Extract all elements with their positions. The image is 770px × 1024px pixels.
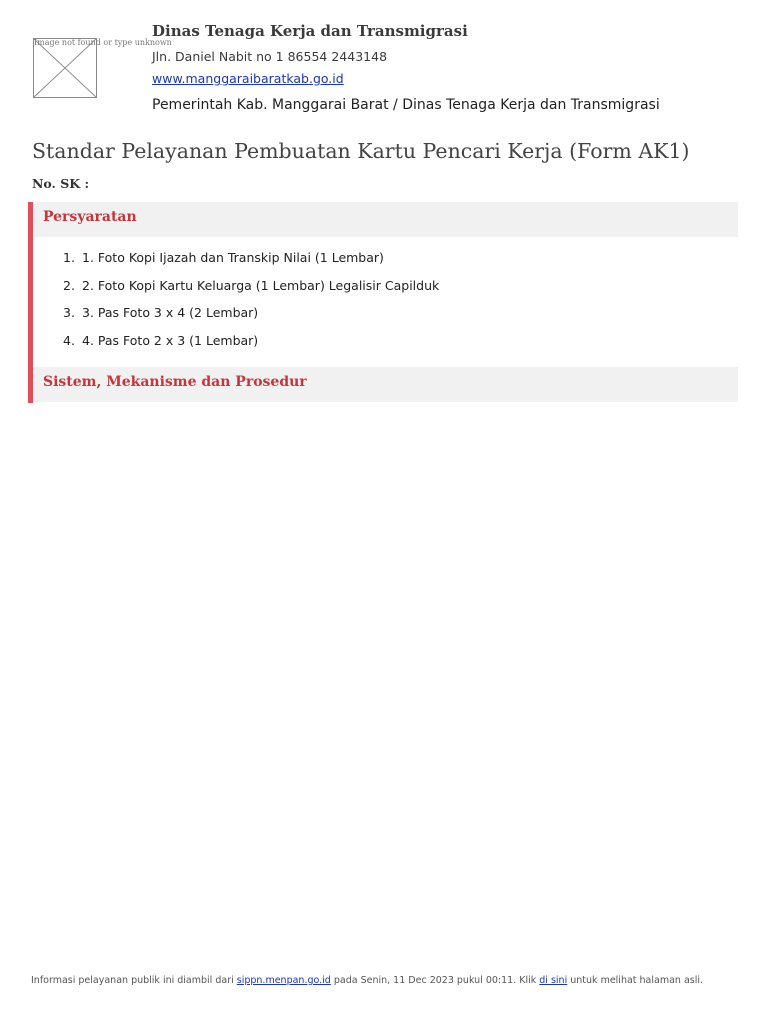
section-header-sistem (33, 367, 738, 402)
section-title-persyaratan: Persyaratan (43, 209, 137, 225)
list-item-text: 3. Pas Foto 3 x 4 (2 Lembar) (82, 305, 259, 320)
org-address: Jln. Daniel Nabit no 1 86554 2443148 (152, 49, 388, 64)
page-header (33, 22, 743, 122)
list-item-number: 3. (63, 305, 75, 320)
sk-number-label: No. SK : (32, 176, 90, 191)
list-item-number: 2. (63, 277, 75, 293)
list-item-number: 1. (63, 250, 75, 265)
source-link[interactable]: sippn.menpan.go.id (236, 975, 331, 986)
list-item-text: 2. Foto Kopi Kartu Keluarga (1 Lembar) Legalisir Capilduk (82, 277, 440, 293)
list-item-text: 1. Foto Kopi Ijazah dan Transkip Nilai (1 Lembar) (82, 250, 384, 265)
logo-alt-text: Image not found or type unknown (34, 38, 172, 47)
list-item-text: 4. Pas Foto 2 x 3 (1 Lembar) (82, 332, 259, 348)
breadcrumb: Pemerintah Kab. Manggarai Barat / Dinas Tenaga Kerja dan Transmigrasi (152, 97, 660, 113)
service-content (28, 202, 738, 403)
footer-prefix: Informasi pelayanan publik ini diambil dari (31, 975, 237, 986)
original-page-link[interactable]: di sini (539, 975, 568, 986)
section-title-sistem: Sistem, Mekanisme dan Prosedur (43, 374, 307, 390)
footer-middle: pada Senin, 11 Dec 2023 pukul 00:11. Klik (330, 975, 540, 986)
org-website-link[interactable]: www.manggaraibaratkab.go.id (152, 71, 344, 86)
org-name: Dinas Tenaga Kerja dan Transmigrasi (152, 22, 468, 40)
list-item-number: 4. (63, 332, 75, 348)
page-title: Standar Pelayanan Pembuatan Kartu Pencari Kerja (Form AK1) (32, 139, 690, 163)
page-footer (31, 975, 703, 986)
footer-suffix: untuk melihat halaman asli. (567, 975, 704, 986)
section-header-persyaratan (33, 202, 738, 237)
